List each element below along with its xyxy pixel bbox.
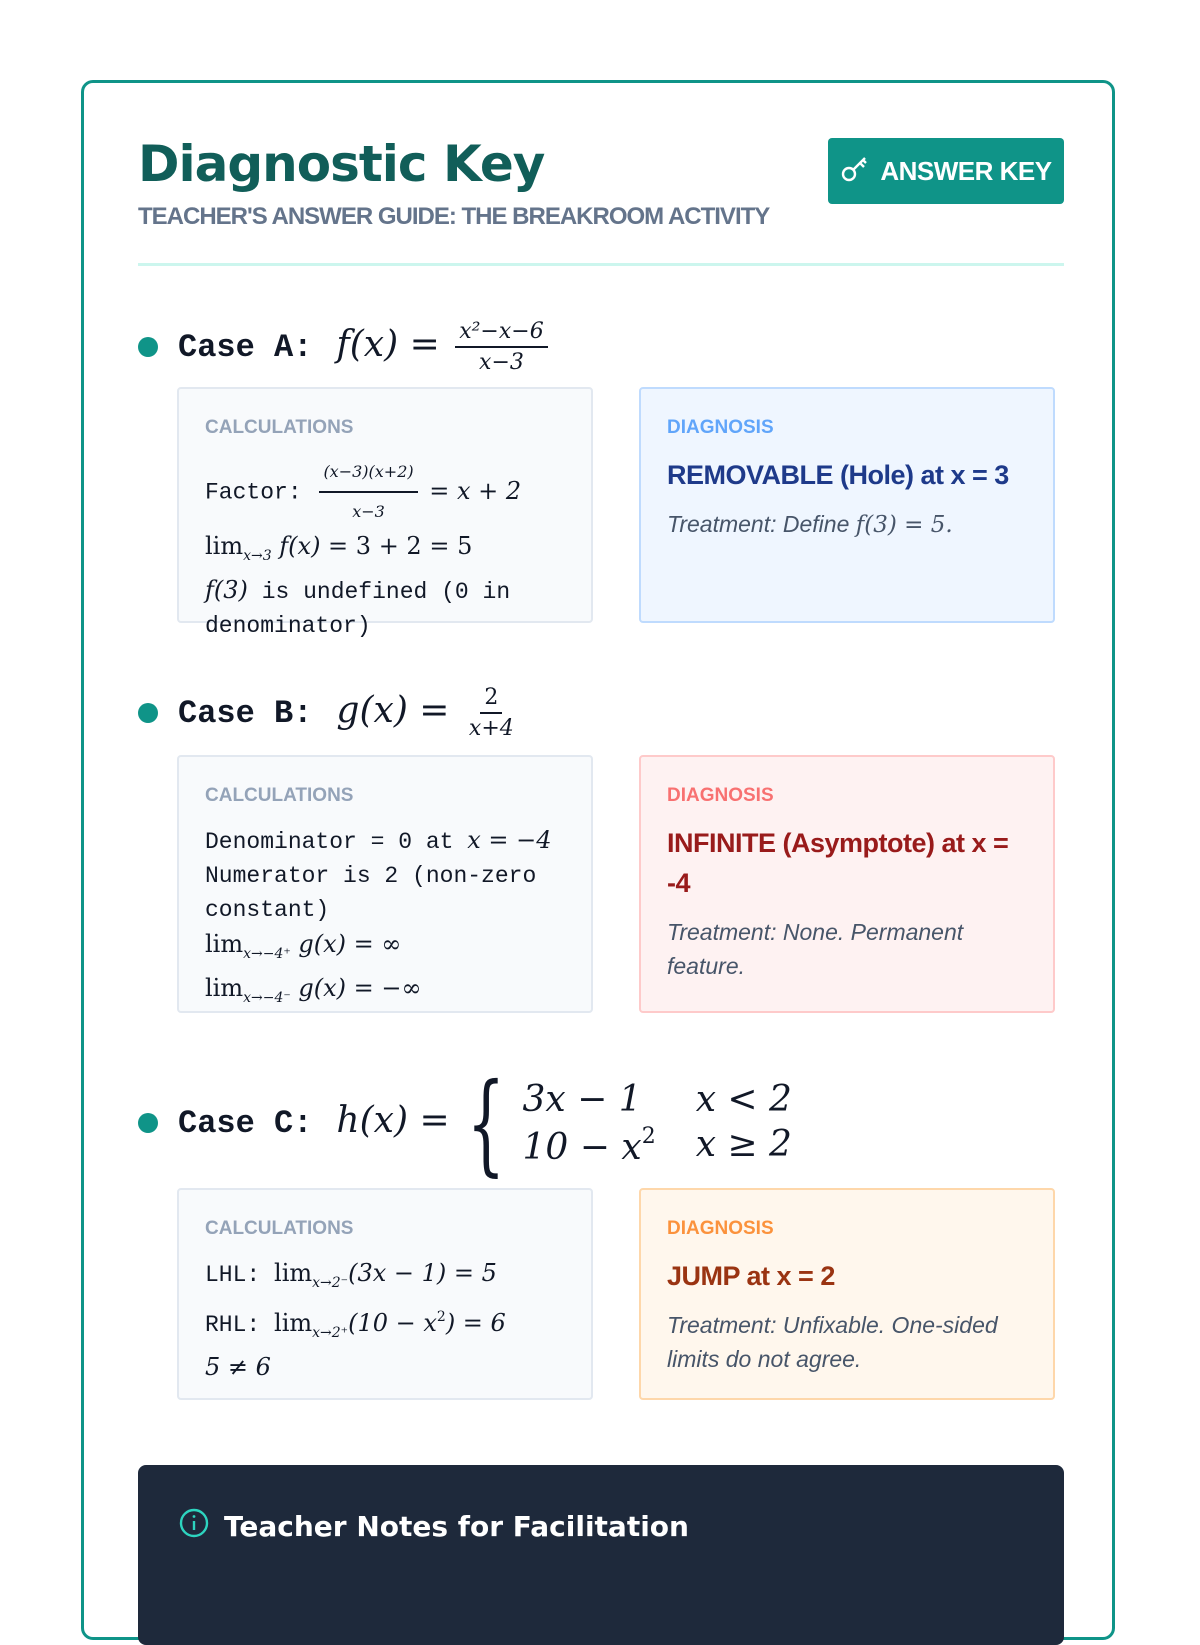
diagnosis-label: DIAGNOSIS — [667, 785, 774, 806]
calc-line — [205, 1350, 565, 1386]
piece1-condition: x < 2 — [695, 1078, 792, 1120]
piece2-condition: x ≥ 2 — [695, 1123, 792, 1165]
case-c-diagnosis — [639, 1188, 1055, 1400]
case-b-diagnosis-title: INFINITE (Asymptote) at x = -4 — [667, 828, 1009, 898]
case-c-function — [336, 1059, 792, 1187]
calculations-label: CALCULATIONS — [205, 1218, 354, 1239]
treatment-prefix: Treatment: Define — [667, 511, 856, 537]
case-c-treatment: Treatment: Unfixable. One-sided limits do not agree. — [667, 1312, 998, 1372]
page-title: Diagnostic Key — [138, 135, 545, 193]
case-a-heading — [138, 315, 552, 379]
limit-subscript: x→2⁻ — [312, 1275, 349, 1291]
treatment-math: f(3) = 5. — [855, 512, 953, 538]
case-b-numerator: 2 — [480, 685, 502, 714]
diagnosis-label: DIAGNOSIS — [667, 1218, 774, 1239]
calc-line — [205, 823, 565, 859]
calculations-label: CALCULATIONS — [205, 417, 354, 438]
rhl-label: RHL: — [205, 1312, 261, 1338]
calc-line: $\lim_{x\to 3} f(x) = 3 + 2 = 5$ — [205, 532, 473, 564]
lhl-label: LHL: — [205, 1262, 261, 1288]
case-b-fraction — [465, 685, 518, 741]
limit-minus-value: g(x) = −∞ — [298, 974, 422, 1002]
bullet-icon — [138, 1113, 158, 1133]
limit-subscript: x→2⁺ — [312, 1325, 349, 1341]
inequality: 5 ≠ 6 — [205, 1353, 271, 1381]
case-c-label: Case C: — [178, 1104, 313, 1142]
info-icon — [178, 1507, 210, 1546]
piecewise-brace: { — [466, 1059, 506, 1187]
teacher-notes-panel — [138, 1465, 1064, 1645]
calc-line — [205, 455, 565, 529]
limit-subscript: x→−4⁺ — [243, 946, 291, 962]
case-c-diagnosis-title: JUMP at x = 2 — [667, 1261, 835, 1291]
limit-value: 3 + 2 = 5 — [355, 532, 473, 560]
calc-line: RHL: $\lim_{x\to 2^+}(10 - x^2) = 6$ — [205, 1309, 506, 1341]
factor-numerator: (x−3)(x+2) — [319, 455, 417, 493]
answer-key-card — [81, 80, 1115, 1640]
case-a-treatment — [667, 507, 1027, 542]
page-subtitle: TEACHER'S ANSWER GUIDE: THE BREAKROOM ACTIVITY — [138, 203, 770, 230]
answer-key-label: ANSWER KEY — [880, 155, 1052, 186]
case-c-calculations — [177, 1188, 593, 1400]
header — [138, 135, 1064, 266]
lhl-expression: (3x − 1) = 5 — [348, 1259, 497, 1287]
factor-denominator: x−3 — [352, 502, 385, 521]
case-a-numerator: x²−x−6 — [455, 319, 548, 348]
piece1-expression: 3x − 1 — [522, 1078, 642, 1120]
denominator-text: Denominator = 0 at — [205, 829, 468, 855]
case-b-heading — [138, 681, 522, 745]
calc-line: Numerator is 2 (non-zero constant) — [205, 863, 551, 923]
factor-result: = x + 2 — [429, 476, 522, 505]
calc-line — [205, 573, 565, 643]
case-a-function — [336, 319, 551, 375]
limit-subscript: x→−4⁻ — [243, 990, 291, 1006]
teacher-notes-title: Teacher Notes for Facilitation — [224, 1510, 689, 1543]
case-c-function-name: h(x) = — [336, 1100, 450, 1141]
case-b-function — [336, 685, 521, 741]
limit-plus-value: g(x) = ∞ — [298, 930, 402, 958]
calc-line: LHL: $\lim_{x\to 2^-}(3x - 1) = 5$ — [205, 1259, 497, 1291]
factor-prefix: Factor: — [205, 479, 302, 506]
answer-key-button[interactable] — [828, 138, 1064, 204]
case-b-diagnosis — [639, 755, 1055, 1013]
rhl-expression-end: ) = 6 — [445, 1309, 506, 1337]
case-a-denominator: x−3 — [479, 350, 524, 375]
undefined-function: f(3) — [205, 576, 248, 604]
rhl-expression: (10 − x — [348, 1309, 437, 1337]
limit-subscript: x→3 — [243, 548, 272, 564]
case-a-diagnosis-title: REMOVABLE (Hole) at x = 3 — [667, 460, 1009, 490]
key-icon — [840, 153, 870, 190]
bullet-icon — [138, 703, 158, 723]
calc-line: $\lim_{x\to-4^+} g(x)$ = ∞ — [205, 930, 402, 962]
case-b-denominator: x+4 — [468, 716, 514, 741]
case-a-function-name: f(x) = — [336, 324, 440, 365]
case-c-heading — [138, 1059, 792, 1187]
teacher-notes-heading — [178, 1507, 689, 1546]
case-a-diagnosis — [639, 387, 1055, 623]
case-a-calculations — [177, 387, 593, 639]
piece2-expression: $10 - x^2$ — [522, 1123, 656, 1168]
case-a-fraction — [455, 319, 548, 375]
case-a-label: Case A: — [178, 328, 313, 366]
calc-line: $\lim_{x\to-4^-} g(x)$ = −∞ — [205, 974, 422, 1006]
case-b-label: Case B: — [178, 694, 313, 732]
piece2-expression-text: 10 − x — [522, 1126, 642, 1168]
case-b-treatment: Treatment: None. Permanent feature. — [667, 919, 964, 979]
case-b-function-name: g(x) = — [336, 690, 450, 731]
denominator-math: x = −4 — [467, 826, 552, 854]
piecewise-cases — [523, 1079, 792, 1168]
bullet-icon — [138, 337, 158, 357]
case-b-calculations — [177, 755, 593, 1013]
diagnosis-label: DIAGNOSIS — [667, 417, 774, 438]
calculations-label: CALCULATIONS — [205, 785, 354, 806]
factor-fraction — [319, 455, 417, 529]
undefined-text: is undefined (0 in denominator) — [205, 579, 524, 639]
